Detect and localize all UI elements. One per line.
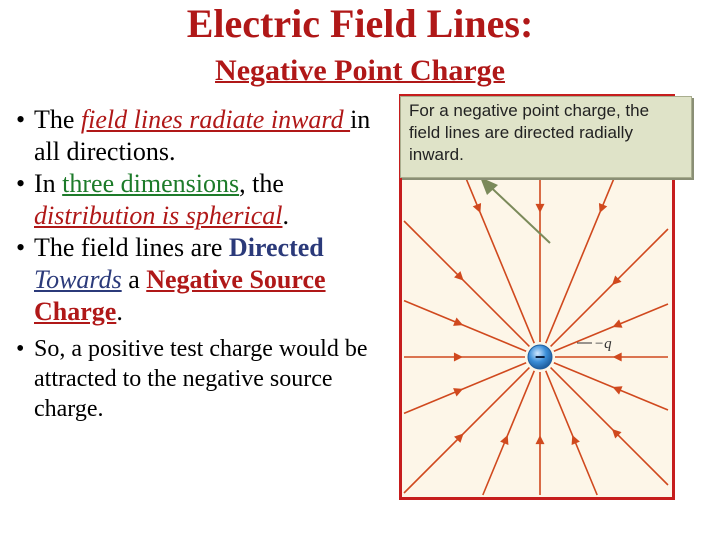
bullet-1-the: The <box>34 105 81 134</box>
field-line <box>404 368 529 493</box>
field-line <box>404 221 529 346</box>
bullet-2 <box>18 168 398 232</box>
page-subtitle <box>0 54 720 88</box>
bullet-3 <box>18 232 398 328</box>
bullet-dot: • <box>16 169 26 198</box>
charge-label: −q <box>594 336 612 352</box>
bullet-list <box>18 104 398 424</box>
field-arrowhead <box>613 353 622 362</box>
bullet-1 <box>18 104 398 168</box>
subtitle-text: Negative Point Charge <box>215 54 505 87</box>
bullet-3-a: The field lines are <box>34 233 229 262</box>
charge-symbol: − <box>534 347 546 367</box>
field-arrowhead <box>536 435 545 444</box>
field-line <box>404 363 526 414</box>
bullet-dot: • <box>16 105 26 134</box>
field-line <box>554 363 668 410</box>
bullet-4-text: So, a positive test charge would be attracted to the negative source charge. <box>34 336 368 422</box>
bullet-dot: • <box>16 233 26 262</box>
bullet-2-c: . <box>282 201 289 230</box>
field-line <box>404 301 526 352</box>
bullet-2-a: In <box>34 169 63 198</box>
bullet-2-dims: three dimensions <box>62 169 240 198</box>
bullet-2-dist: distribution is spherical <box>34 201 283 230</box>
bullet-3-directed: Directed <box>228 233 324 262</box>
bullet-3-sp: a <box>121 265 147 294</box>
bullet-3-neg: Negative Source Charge <box>34 265 326 326</box>
field-arrowhead <box>536 204 545 213</box>
bullet-dot: • <box>16 336 25 362</box>
bullet-1-rest: in all directions. <box>34 105 371 166</box>
bullet-1-emphasis: field lines radiate inward <box>80 105 351 134</box>
bullet-4 <box>18 334 398 424</box>
page-title: Electric Field Lines: <box>186 1 534 46</box>
bullet-3-towards: Towards <box>34 265 122 294</box>
bullet-3-dot: . <box>116 297 123 326</box>
field-arrowhead <box>454 353 463 362</box>
callout-box: For a negative point charge, the field lines are directed radially inward. <box>400 96 692 178</box>
bullet-2-b: , the <box>239 169 284 198</box>
